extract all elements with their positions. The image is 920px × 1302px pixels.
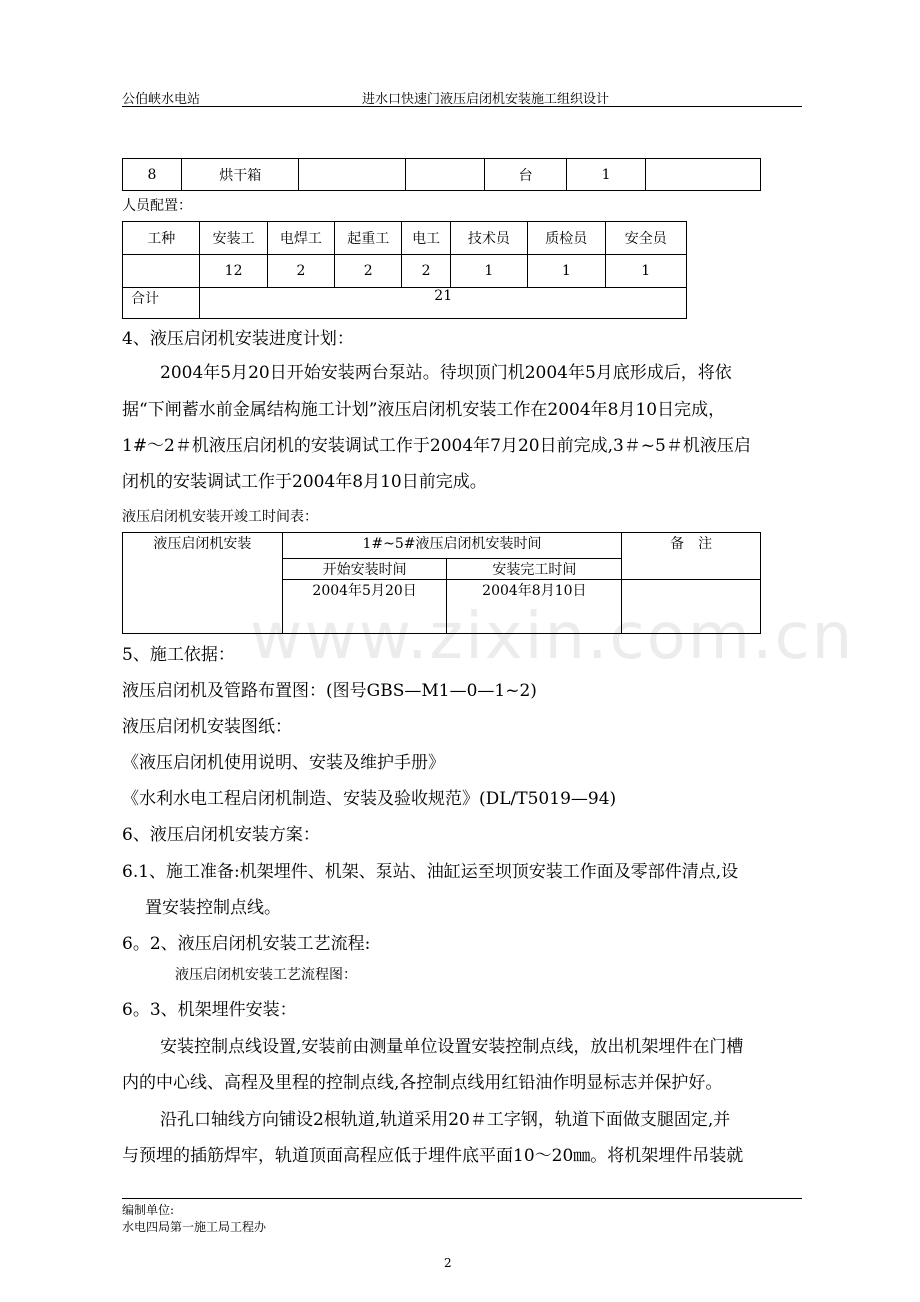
table-cell (646, 159, 761, 191)
paragraph-line: 沿孔口轴线方向铺设2根轨道,轨道采用20＃工字钢，轨道下面做支腿固定,并 (160, 1110, 731, 1130)
table-cell: 1 (528, 255, 605, 288)
table-header-cell: 电工 (402, 222, 450, 255)
paragraph-line: 内的中心线、高程及里程的控制点线,各控制点线用红铅油作明显标志并保护好。 (122, 1073, 723, 1093)
table-header-cell: 电焊工 (267, 222, 334, 255)
table-cell (406, 159, 485, 191)
section-6-title: 6、液压启闭机安装方案： (122, 825, 320, 845)
table-row (123, 255, 687, 288)
section-4-line: 1#～2＃机液压启闭机的安装调试工作于2004年7月20日前完成,3＃~5＃机液压启 (122, 436, 751, 456)
table-row (123, 159, 761, 191)
section-5-line: 液压启闭机安装图纸： (122, 717, 292, 737)
table-header-cell: 技术员 (450, 222, 527, 255)
table-row (123, 288, 687, 319)
header-left: 公伯峡水电站 (122, 92, 201, 107)
section-4-line: 闭机的安装调试工作于2004年8月10日前完成。 (122, 472, 487, 492)
schedule-start-value: 2004年5月20日 (282, 580, 447, 634)
schedule-remark-header: 备 注 (622, 533, 761, 580)
schedule-end-value: 2004年8月10日 (447, 580, 622, 634)
page-number: 2 (444, 1256, 452, 1270)
table-cell (299, 159, 406, 191)
table-header-cell: 起重工 (335, 222, 402, 255)
schedule-group-header: 1#~5#液压启闭机安装时间 (282, 533, 621, 559)
paragraph-line: 与预埋的插筋焊牢，轨道顶面高程应低于埋件底平面10～20㎜。将机架埋件吊装就 (122, 1146, 744, 1166)
staffing-table (122, 221, 687, 319)
table-cell: 台 (485, 159, 566, 191)
table-cell: 8 (123, 159, 182, 191)
table-cell: 1 (605, 255, 687, 288)
section-6-2-title: 6。2、液压启闭机安装工艺流程: (122, 934, 371, 954)
flowchart-caption: 液压启闭机安装工艺流程图： (175, 967, 357, 983)
table-row (123, 533, 761, 559)
staffing-label: 人员配置： (122, 198, 192, 214)
section-5-line: 《水利水电工程启闭机制造、安装及验收规范》(DL/T5019—94) (122, 789, 617, 809)
paragraph-line: 安装控制点线设置,安装前由测量单位设置安装控制点线，放出机架埋件在门槽 (160, 1037, 744, 1057)
header-rule (122, 106, 802, 107)
section-5-line: 《液压启闭机使用说明、安装及维护手册》 (122, 753, 445, 773)
section-4-title: 4、液压启闭机安装进度计划： (122, 329, 354, 349)
section-4-line: 2004年5月20日开始安装两台泵站。待坝顶门机2004年5月底形成后，将依 (160, 363, 732, 383)
section-6-1-line: 6.1、施工准备:机架埋件、机架、泵站、油缸运至坝顶安装工作面及零部件清点,设 (122, 862, 739, 882)
footer-rule (122, 1198, 802, 1199)
table-header-cell: 质检员 (528, 222, 605, 255)
table-cell: 1 (450, 255, 527, 288)
schedule-end-header: 安装完工时间 (447, 559, 622, 580)
schedule-item-header: 液压启闭机安装 (123, 533, 283, 634)
table-cell: 12 (200, 255, 267, 288)
table-row (123, 222, 687, 255)
equipment-table (122, 158, 761, 191)
footer-label: 编制单位: (122, 1203, 175, 1217)
table-cell: 2 (402, 255, 450, 288)
section-4-line: 据“下闸蓄水前金属结构施工计划”液压启闭机安装工作在2004年8月10日完成， (122, 400, 726, 420)
table-header-cell: 工种 (123, 222, 200, 255)
table-header-cell: 安装工 (200, 222, 267, 255)
table-cell: 1 (566, 159, 646, 191)
table-cell (123, 255, 200, 288)
footer-unit: 水电四局第一施工局工程办 (122, 1220, 267, 1234)
section-6-3-title: 6。3、机架埋件安装： (122, 1000, 297, 1020)
table-cell: 2 (335, 255, 402, 288)
table-cell: 2 (267, 255, 334, 288)
section-5-title: 5、施工依据： (122, 645, 235, 665)
watermark: www.zixin.com.cn (250, 600, 855, 674)
table-cell: 烘干箱 (182, 159, 299, 191)
total-value: 21 (200, 288, 687, 319)
table-header-cell: 安全员 (605, 222, 687, 255)
section-5-line: 液压启闭机及管路布置图：(图号GBS—M1—0—1~2) (122, 681, 537, 701)
schedule-caption: 液压启闭机安装开竣工时间表： (122, 509, 318, 525)
header-title: 进水口快速门液压启闭机安装施工组织设计 (362, 92, 610, 107)
section-6-1-line: 置安装控制点线。 (145, 898, 281, 918)
schedule-start-header: 开始安装时间 (282, 559, 447, 580)
total-label: 合计 (123, 288, 200, 319)
